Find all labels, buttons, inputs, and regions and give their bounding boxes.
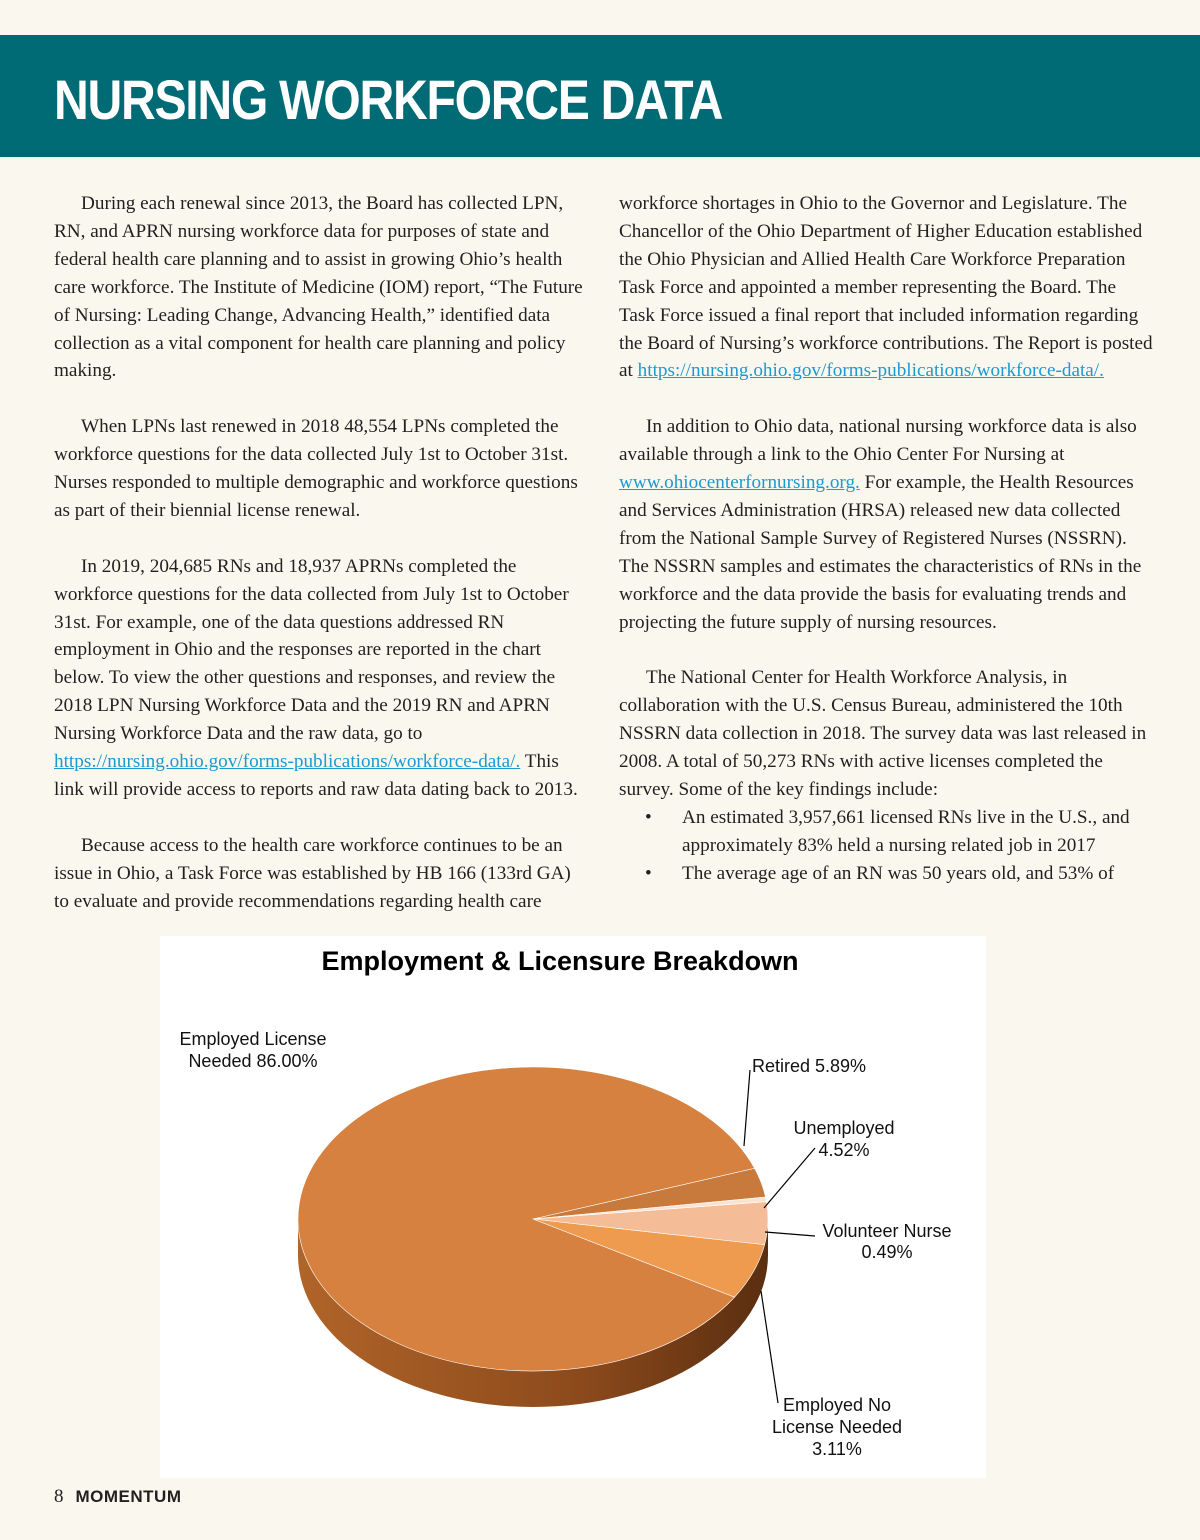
magazine-name: MOMENTUM: [75, 1487, 182, 1506]
paragraph-text: In 2019, 204,685 RNs and 18,937 APRNs completed the workforce questions for the data collected from July 1st to October 31st. For example, one of the data questions addressed RN employment in Ohio and the responses are reported in the chart below. To view the other questions and responses, and review the 2018 LPN Nursing Workforce Data and the 2019 RN and APRN Nursing Workforce Data and the raw data, go to: [54, 555, 569, 745]
bullet-icon: •: [645, 806, 652, 828]
paragraph: [54, 553, 584, 804]
slice-label: Unemployed: [793, 1118, 895, 1138]
pie-chart: [160, 936, 986, 1478]
slice-label: Retired 5.89%: [752, 1056, 867, 1076]
paragraph: [619, 413, 1155, 636]
paragraph-text: This link will provide access to reports and raw data dating back to 2013.: [54, 751, 578, 800]
slice-label: 4.52%: [818, 1140, 870, 1160]
pie-chart-svg: [160, 936, 986, 1478]
paragraph-text: workforce shortages in Ohio to the Governor and Legislature. The Chancellor of the Ohio Department of Higher Education established the Ohio Physician and Allied Health Care Workforce Preparation Task Force and appointed a member representing the Board. The Task Force issued a final report that included information regarding the Board of Nursing’s workforce contributions. The Report is posted at: [619, 193, 1153, 382]
paragraph-text: For example, the Health Resources and Services Administration (HRSA) released new data collected from the National Sample Survey of Registered Nurses (NSSRN). The NSSRN samples and estimates the characteristics of RNs in the workforce and the data provide the basis for evaluating trends and projecting the future supply of nursing resources.: [619, 472, 1142, 633]
slice-label: 3.11%: [812, 1439, 862, 1459]
slice-label: Employed No: [782, 1395, 892, 1415]
paragraph: Because access to the health care workforce continues to be an issue in Ohio, a Task Force was established by HB 166 (133rd GA) to evaluate and provide recommendations regarding health care: [54, 834, 571, 912]
paragraph: When LPNs last renewed in 2018 48,554 LPNs completed the workforce questions for the data collected July 1st to October 31st. Nurses responded to multiple demographic and workforce questions as part of their biennial license renewal.: [54, 416, 578, 521]
header-banner: [0, 35, 1200, 157]
slice-label: Employed License: [179, 1029, 327, 1049]
leader-line: [765, 1232, 815, 1236]
chart-title: Employment & Licensure Breakdown: [321, 946, 799, 976]
workforce-data-link[interactable]: https://nursing.ohio.gov/forms-publications/workforce-data/.: [637, 360, 1104, 382]
slice-label: Needed 86.00%: [188, 1051, 318, 1071]
paragraph: During each renewal since 2013, the Board has collected LPN, RN, and APRN nursing workforce data for purposes of state and federal health care planning and to assist in growing Ohio’s health care workforce. The Institute of Medicine (IOM) report, “The Future of Nursing: Leading Change, Advancing Health,” identified data collection as a vital component for health care planning and policy making.: [54, 193, 583, 382]
bullet-icon: •: [645, 862, 652, 884]
page-footer: [54, 1484, 181, 1510]
paragraph: [619, 190, 1155, 385]
list-item: [619, 860, 1155, 888]
left-column: [54, 190, 584, 943]
leader-line: [761, 1291, 778, 1403]
leader-line: [764, 1148, 815, 1208]
paragraph-text: In addition to Ohio data, national nursing workforce data is also available through a link to the Ohio Center For Nursing at: [619, 416, 1137, 466]
leader-line: [744, 1070, 750, 1146]
slice-label: 0.49%: [861, 1242, 913, 1262]
right-column: [619, 190, 1155, 888]
pie-slices: [298, 1067, 768, 1371]
paragraph: The National Center for Health Workforce Analysis, in collaboration with the U.S. Census Bureau, administered the 10th NSSRN data collection in 2018. The survey data was last released in 2008. A total of 50,273 RNs with active licenses completed the survey. Some of the key findings include:: [619, 667, 1147, 800]
ohio-center-for-nursing-link[interactable]: www.ohiocenterfornursing.org.: [619, 472, 860, 494]
list-item-text: An estimated 3,957,661 licensed RNs live in the U.S., and approximately 83% held a nursing related job in 2017: [682, 806, 1130, 856]
page-title: NURSING WORKFORCE DATA: [54, 68, 723, 131]
key-findings-list: [619, 804, 1155, 888]
slice-label: Volunteer Nurse: [822, 1221, 952, 1241]
list-item: [619, 804, 1155, 860]
list-item-text: The average age of an RN was 50 years old, and 53% of: [682, 862, 1115, 884]
workforce-data-link[interactable]: https://nursing.ohio.gov/forms-publications/workforce-data/.: [54, 751, 521, 773]
slice-label: License Needed: [771, 1417, 903, 1437]
page-number: 8: [54, 1486, 64, 1507]
